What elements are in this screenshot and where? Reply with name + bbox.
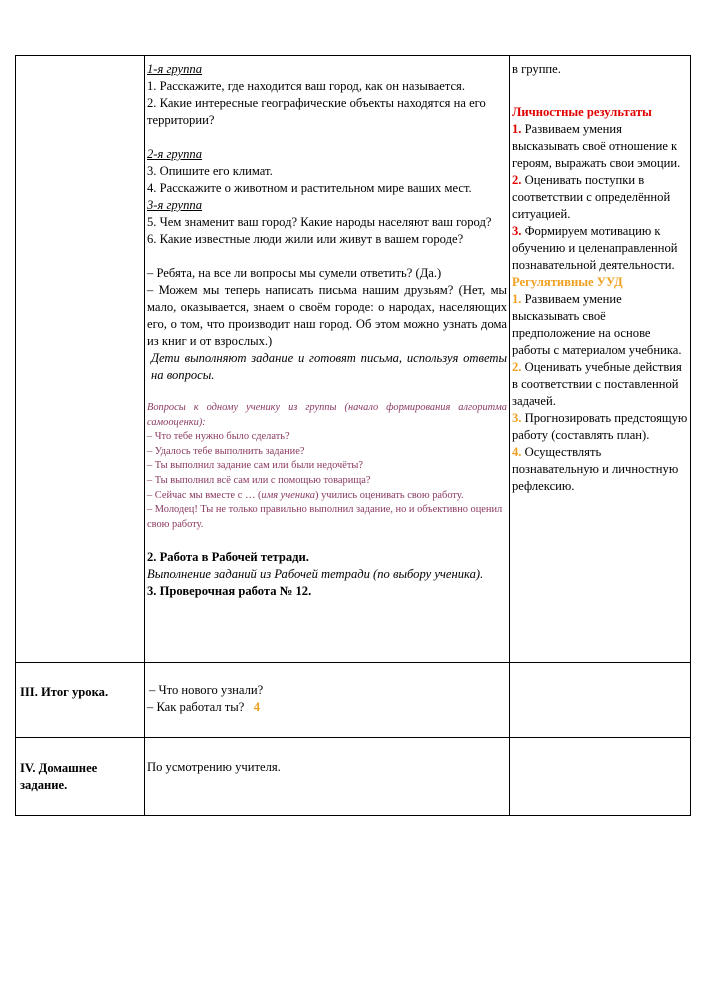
personal-results-title: Личностные результаты xyxy=(512,105,652,119)
row-divider xyxy=(15,737,691,738)
stage-cell xyxy=(20,760,142,794)
question-5: 5. Чем знаменит ваш город? Какие народы населяют ваш город? xyxy=(147,215,492,229)
text-span: – Сейчас мы вместе с … ( xyxy=(147,489,262,501)
personal-result-item xyxy=(512,121,690,172)
text-span: ) учились оценивать свою работу. xyxy=(315,489,464,501)
item-text: Осуществлять познавательную и личностную рефлексию. xyxy=(512,445,679,493)
right-top-text: в группе. xyxy=(512,62,561,76)
table-border-right xyxy=(690,55,691,816)
column-divider xyxy=(509,55,510,816)
item-text: Прогнозировать предстоящую работу (составлять план). xyxy=(512,411,688,442)
workbook-note: Выполнение заданий из Рабочей тетради (по выбору ученика). xyxy=(147,567,484,582)
group-1-label: 1-я группа xyxy=(147,62,203,76)
summary-cell xyxy=(147,682,507,716)
item-number: 2. xyxy=(512,173,522,187)
text-span: – Как работал ты? xyxy=(147,700,245,714)
table-border-left xyxy=(15,55,16,816)
self-eval-question: – Молодец! Ты не только правильно выполнил задание, но и объективно оценил свою работу. xyxy=(147,504,503,530)
item-number: 3. xyxy=(512,411,522,425)
regulatory-item xyxy=(512,444,690,495)
workbook-title: 2. Работа в Рабочей тетради. xyxy=(147,550,309,565)
stage-title: III. Итог урока. xyxy=(20,685,109,699)
question-1: 1. Расскажите, где находится ваш город, как он называется. xyxy=(147,79,465,93)
item-text: Развиваем умения высказывать своё отношение к героям, выражать свои эмоции. xyxy=(512,122,681,170)
dialog-line: – Ребята, на все ли вопросы мы сумели ответить? (Да.) xyxy=(147,266,442,280)
question-2: 2. Какие интересные географические объекты находятся на его территории? xyxy=(147,96,486,127)
student-name-placeholder: имя ученика xyxy=(261,489,316,501)
self-eval-question: – Что тебе нужно было сделать? xyxy=(147,431,290,443)
item-number: 3. xyxy=(512,224,522,238)
task-note: Дети выполняют задание и готовят письма, используя ответы на вопросы. xyxy=(151,351,507,382)
personal-result-item xyxy=(512,223,690,274)
item-text: Оценивать учебные действия в соответствии с поставленной задачей. xyxy=(512,360,682,408)
summary-question: – Что нового узнали? xyxy=(149,683,264,697)
homework-text: По усмотрению учителя. xyxy=(147,760,281,774)
group-2-label: 2-я группа xyxy=(147,147,203,161)
regulatory-title: Регулятивные УУД xyxy=(512,275,623,289)
group-3-label: 3-я группа xyxy=(147,198,203,212)
question-6: 6. Какие известные люди жили или живут в вашем городе? xyxy=(147,232,464,246)
check-work-title: 3. Проверочная работа № 12. xyxy=(147,584,312,599)
row-divider xyxy=(15,662,691,663)
self-eval-question: – Ты выполнил всё сам или с помощью товарища? xyxy=(147,474,371,486)
self-eval-question xyxy=(147,489,507,504)
table-border-top xyxy=(15,55,691,56)
table-border-bottom xyxy=(15,815,691,816)
homework-cell xyxy=(147,759,507,776)
item-number: 4. xyxy=(512,445,522,459)
self-eval-question: – Ты выполнил задание сам или были недочёты? xyxy=(147,460,364,472)
self-eval-question: – Удалось тебе выполнить задание? xyxy=(147,445,305,457)
item-text: Развиваем умение высказывать своё предположение на основе работы с материалом учебника. xyxy=(512,292,682,357)
activity-cell xyxy=(147,61,507,600)
item-text: Оценивать поступки в соответствии с определённой ситуацией. xyxy=(512,173,671,221)
self-eval-intro: Вопросы к одному ученику из группы (начало формирования алгоритма самооценки): xyxy=(147,402,507,428)
dialog-line: – Можем мы теперь написать письма нашим друзьям? (Нет, мы мало, оказывается, знаем о своём городе: о народах, населяющих его, о том, что производит наш город. Об этом можно узнать дома из книг и от взрослых.) xyxy=(147,283,507,348)
stage-cell xyxy=(20,684,142,701)
item-text: Формируем мотивацию к обучению и целенаправленной познавательной деятельности. xyxy=(512,224,678,272)
question-3: 3. Опишите его климат. xyxy=(147,164,273,178)
regulatory-item xyxy=(512,410,690,444)
results-cell xyxy=(512,61,690,495)
regulatory-item xyxy=(512,359,690,410)
column-divider xyxy=(144,55,145,816)
summary-question xyxy=(147,699,507,716)
item-number: 1. xyxy=(512,292,522,306)
lesson-plan-table xyxy=(15,55,691,815)
item-number: 2. xyxy=(512,360,522,374)
regulatory-item xyxy=(512,291,690,359)
question-4: 4. Расскажите о животном и растительном мире ваших мест. xyxy=(147,181,472,195)
personal-result-item xyxy=(512,172,690,223)
score-number: 4 xyxy=(253,700,261,714)
item-number: 1. xyxy=(512,122,522,136)
stage-title: IV. Домашнее задание. xyxy=(20,761,98,792)
